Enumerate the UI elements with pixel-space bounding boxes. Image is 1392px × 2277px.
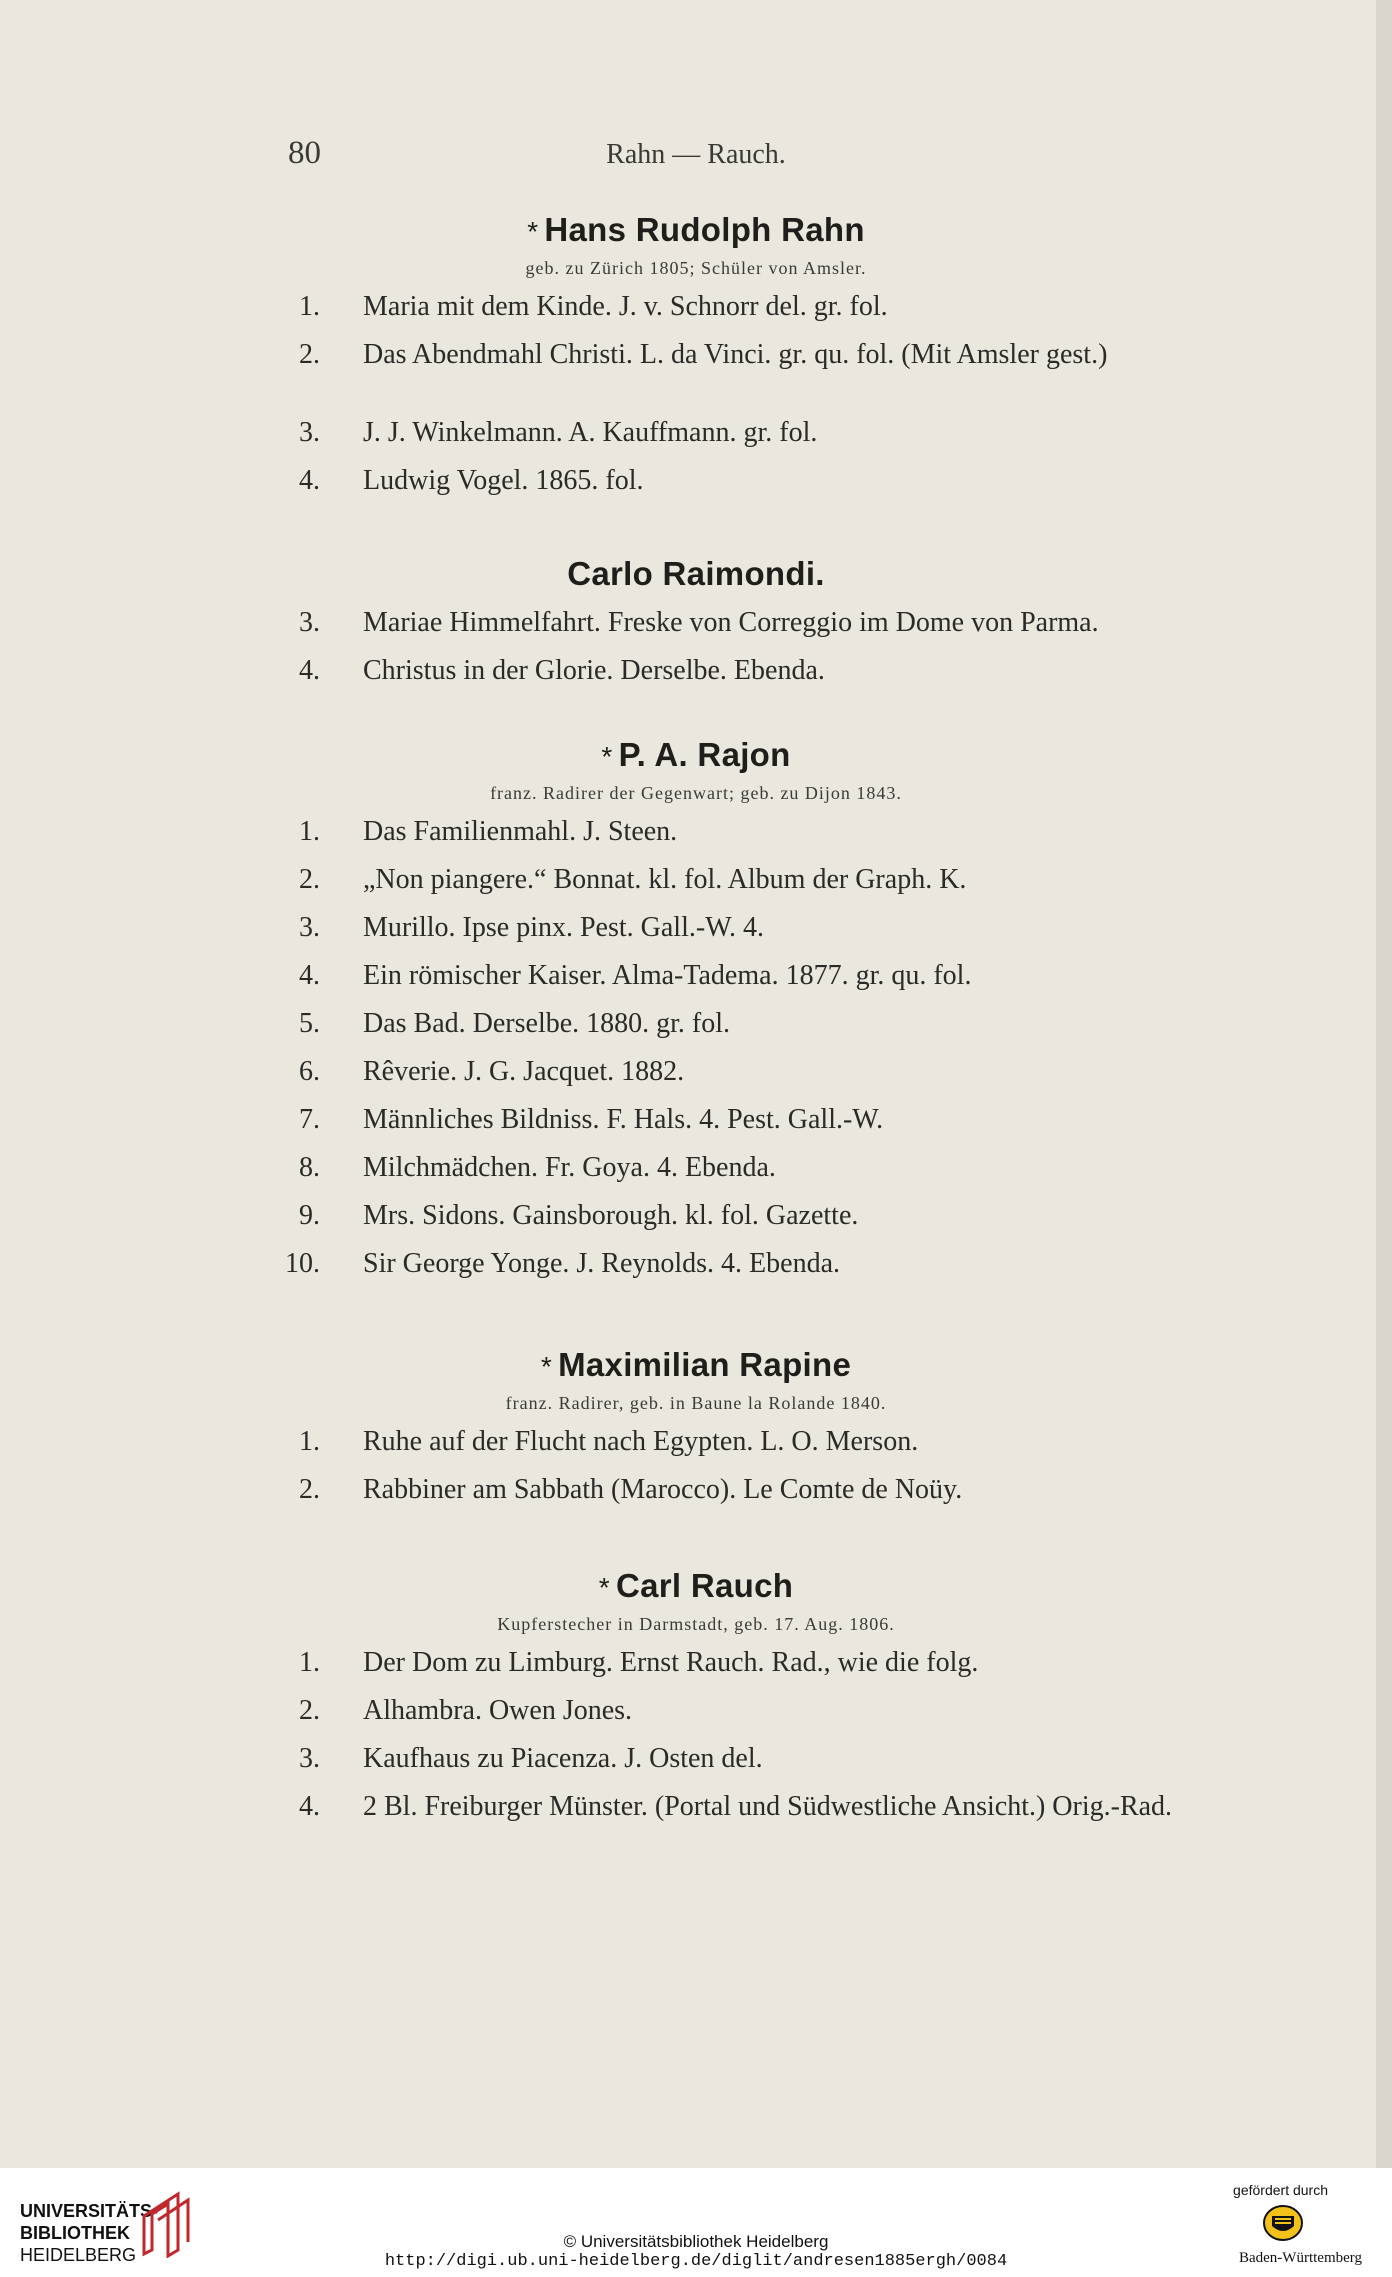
entry-list xyxy=(0,1418,1392,1514)
entry-list xyxy=(0,283,1392,505)
artist-heading: * Carl Rauch xyxy=(598,1567,794,1604)
section-rauch xyxy=(0,1563,1392,1861)
list-item: 3. J. J. Winkelmann. A. Kauffmann. gr. fol. xyxy=(299,417,818,448)
list-item: 2. Rabbiner am Sabbath (Marocco). Le Comte de Noüy. xyxy=(299,1474,963,1505)
list-item: 1. Maria mit dem Kinde. J. v. Schnorr del. gr. fol. xyxy=(299,291,888,322)
star-marker: * xyxy=(540,1351,553,1382)
artist-subtitle: Kupferstecher in Darmstadt, geb. 17. Aug. 1806. xyxy=(497,1614,895,1634)
list-item: 5. Das Bad. Derselbe. 1880. gr. fol. xyxy=(299,1008,731,1039)
list-item: 4. 2 Bl. Freiburger Münster. (Portal und Südwestliche Ansicht.) Orig.-Rad. xyxy=(299,1791,1173,1822)
section-rahn xyxy=(0,207,1392,505)
list-item: 3. Murillo. Ipse pinx. Pest. Gall.-W. 4. xyxy=(299,912,765,943)
page-number: 80 xyxy=(288,135,321,171)
list-item: 6. Rêverie. J. G. Jacquet. 1882. xyxy=(299,1056,685,1087)
section-rapine xyxy=(0,1342,1392,1514)
list-item: 1. Ruhe auf der Flucht nach Egypten. L. O. Merson. xyxy=(299,1426,919,1457)
star-marker: * xyxy=(598,1572,610,1603)
list-item: 3. Kaufhaus zu Piacenza. J. Osten del. xyxy=(299,1743,763,1774)
list-item: 4. Christus in der Glorie. Derselbe. Ebenda. xyxy=(299,655,825,686)
entry-list xyxy=(0,599,1392,695)
artist-subtitle: franz. Radirer, geb. in Baune la Rolande 1840. xyxy=(505,1393,887,1413)
artist-heading: * Hans Rudolph Rahn xyxy=(527,211,865,248)
artist-subtitle: geb. zu Zürich 1805; Schüler von Amsler. xyxy=(525,258,867,278)
digitization-footer xyxy=(0,2168,1392,2277)
copyright-notice: © Universitätsbibliothek Heidelberg http://digi.ub.uni-heidelberg.de/diglit/andresen1885ergh/0084 xyxy=(0,2232,1392,2272)
list-item: 8. Milchmädchen. Fr. Goya. 4. Ebenda. xyxy=(299,1152,776,1183)
running-header xyxy=(0,135,1392,175)
list-item: 4. Ein römischer Kaiser. Alma-Tadema. 1877. gr. qu. fol. xyxy=(299,960,972,991)
list-item: 2. Alhambra. Owen Jones. xyxy=(299,1695,633,1726)
star-marker: * xyxy=(601,741,613,772)
funded-by-label: gefördert durch xyxy=(1233,2182,1328,2198)
list-item: 4. Ludwig Vogel. 1865. fol. xyxy=(299,465,644,496)
artist-heading: * P. A. Rajon xyxy=(601,736,791,773)
list-item: 3. Mariae Himmelfahrt. Freske von Correggio im Dome von Parma. xyxy=(299,607,1099,638)
running-title: Rahn — Rauch. xyxy=(606,139,786,170)
entry-list xyxy=(0,808,1392,1288)
artist-heading: Carlo Raimondi. xyxy=(567,555,825,592)
artist-subtitle: franz. Radirer der Gegenwart; geb. zu Dijon 1843. xyxy=(490,783,902,803)
entry-list xyxy=(0,1639,1392,1861)
list-item: 1. Das Familienmahl. J. Steen. xyxy=(299,816,678,847)
state-label: Baden-Württemberg xyxy=(1238,2250,1362,2266)
list-item: 9. Mrs. Sidons. Gainsborough. kl. fol. Gazette. xyxy=(299,1200,859,1231)
list-item: 2. „Non piangere.“ Bonnat. kl. fol. Album der Graph. K. xyxy=(299,864,967,895)
state-crest-icon xyxy=(1262,2202,1304,2244)
library-logo-text: UNIVERSITÄTS- BIBLIOTHEK HEIDELBERG xyxy=(20,2201,159,2265)
artist-heading: * Maximilian Rapine xyxy=(540,1346,852,1383)
list-item: 10. Sir George Yonge. J. Reynolds. 4. Ebenda. xyxy=(285,1248,841,1279)
star-marker: * xyxy=(527,216,539,247)
section-rajon xyxy=(0,732,1392,1288)
list-item: 2. Das Abendmahl Christi. L. da Vinci. gr. qu. fol. (Mit Amsler gest.) xyxy=(299,339,1108,370)
section-raimondi xyxy=(0,551,1392,695)
list-item: 1. Der Dom zu Limburg. Ernst Rauch. Rad., wie die folg. xyxy=(299,1647,979,1678)
list-item: 7. Männliches Bildniss. F. Hals. 4. Pest. Gall.-W. xyxy=(299,1104,884,1135)
permalink[interactable]: http://digi.ub.uni-heidelberg.de/diglit/andresen1885ergh/0084 xyxy=(384,2252,1008,2271)
